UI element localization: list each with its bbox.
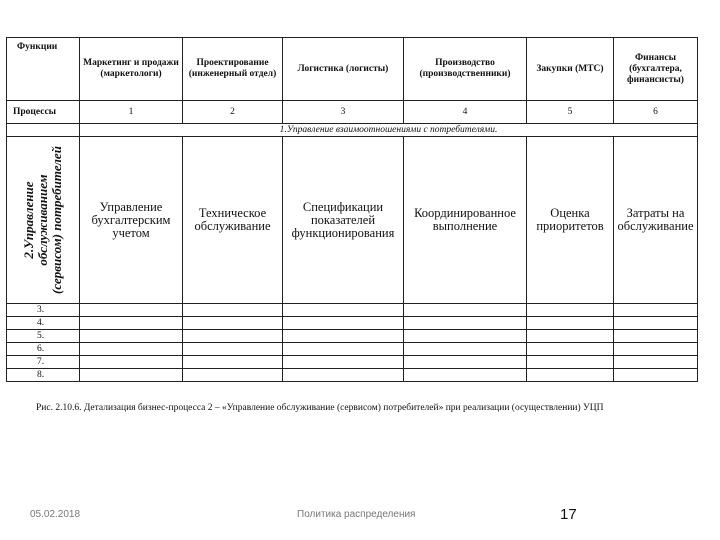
- column-number: 2: [183, 101, 283, 124]
- subrow-label: 7.: [7, 356, 80, 369]
- page-number: 17: [560, 506, 577, 523]
- footer-title: Политика распределения: [297, 509, 416, 520]
- header-production: Производство (производственники): [404, 38, 527, 101]
- corner-processes: Процессы: [7, 101, 80, 124]
- column-number: 4: [404, 101, 527, 124]
- cell-coordinated-execution: Координированное выполнение: [404, 137, 527, 304]
- subrow-label: 8.: [7, 369, 80, 382]
- header-marketing: Маркетинг и продажи (маркетологи): [80, 38, 183, 101]
- column-number: 3: [283, 101, 404, 124]
- process-function-matrix: [6, 37, 698, 382]
- banner-spacer: [7, 124, 80, 137]
- subrow-label: 5.: [7, 330, 80, 343]
- process-1-banner: 1.Управление взаимоотношениями с потребителями.: [80, 124, 698, 137]
- header-design: Проектирование (инженерный отдел): [183, 38, 283, 101]
- process-2-label: [7, 137, 80, 304]
- header-purchasing: Закупки (МТС): [527, 38, 614, 101]
- column-number: 5: [527, 101, 614, 124]
- cell-priority-assessment: Оценка приоритетов: [527, 137, 614, 304]
- process-2-label-text: 2.Управление обслуживанием (сервисом) потребителей: [21, 146, 64, 294]
- subrow-label: 3.: [7, 304, 80, 317]
- column-number: 1: [80, 101, 183, 124]
- subrow-label: 6.: [7, 343, 80, 356]
- cell-technical-service: Техническое обслуживание: [183, 137, 283, 304]
- column-number: 6: [614, 101, 698, 124]
- footer-date: 05.02.2018: [30, 509, 81, 520]
- cell-accounting: Управление бухгалтерским учетом: [80, 137, 183, 304]
- cell-performance-specs: Спецификации показателей функционирования: [283, 137, 404, 304]
- cell-service-costs: Затраты на обслуживание: [614, 137, 698, 304]
- header-finance: Финансы (бухгалтера, финансисты): [614, 38, 698, 101]
- figure-caption: Рис. 2.10.6. Детализация бизнес-процесса 2 – «Управление обслуживание (сервисом) потребителей» при реализации (осуществлении) УЦП: [36, 403, 604, 413]
- corner-functions: Функции: [7, 38, 80, 101]
- subrow-label: 4.: [7, 317, 80, 330]
- header-logistics: Логистика (логисты): [283, 38, 404, 101]
